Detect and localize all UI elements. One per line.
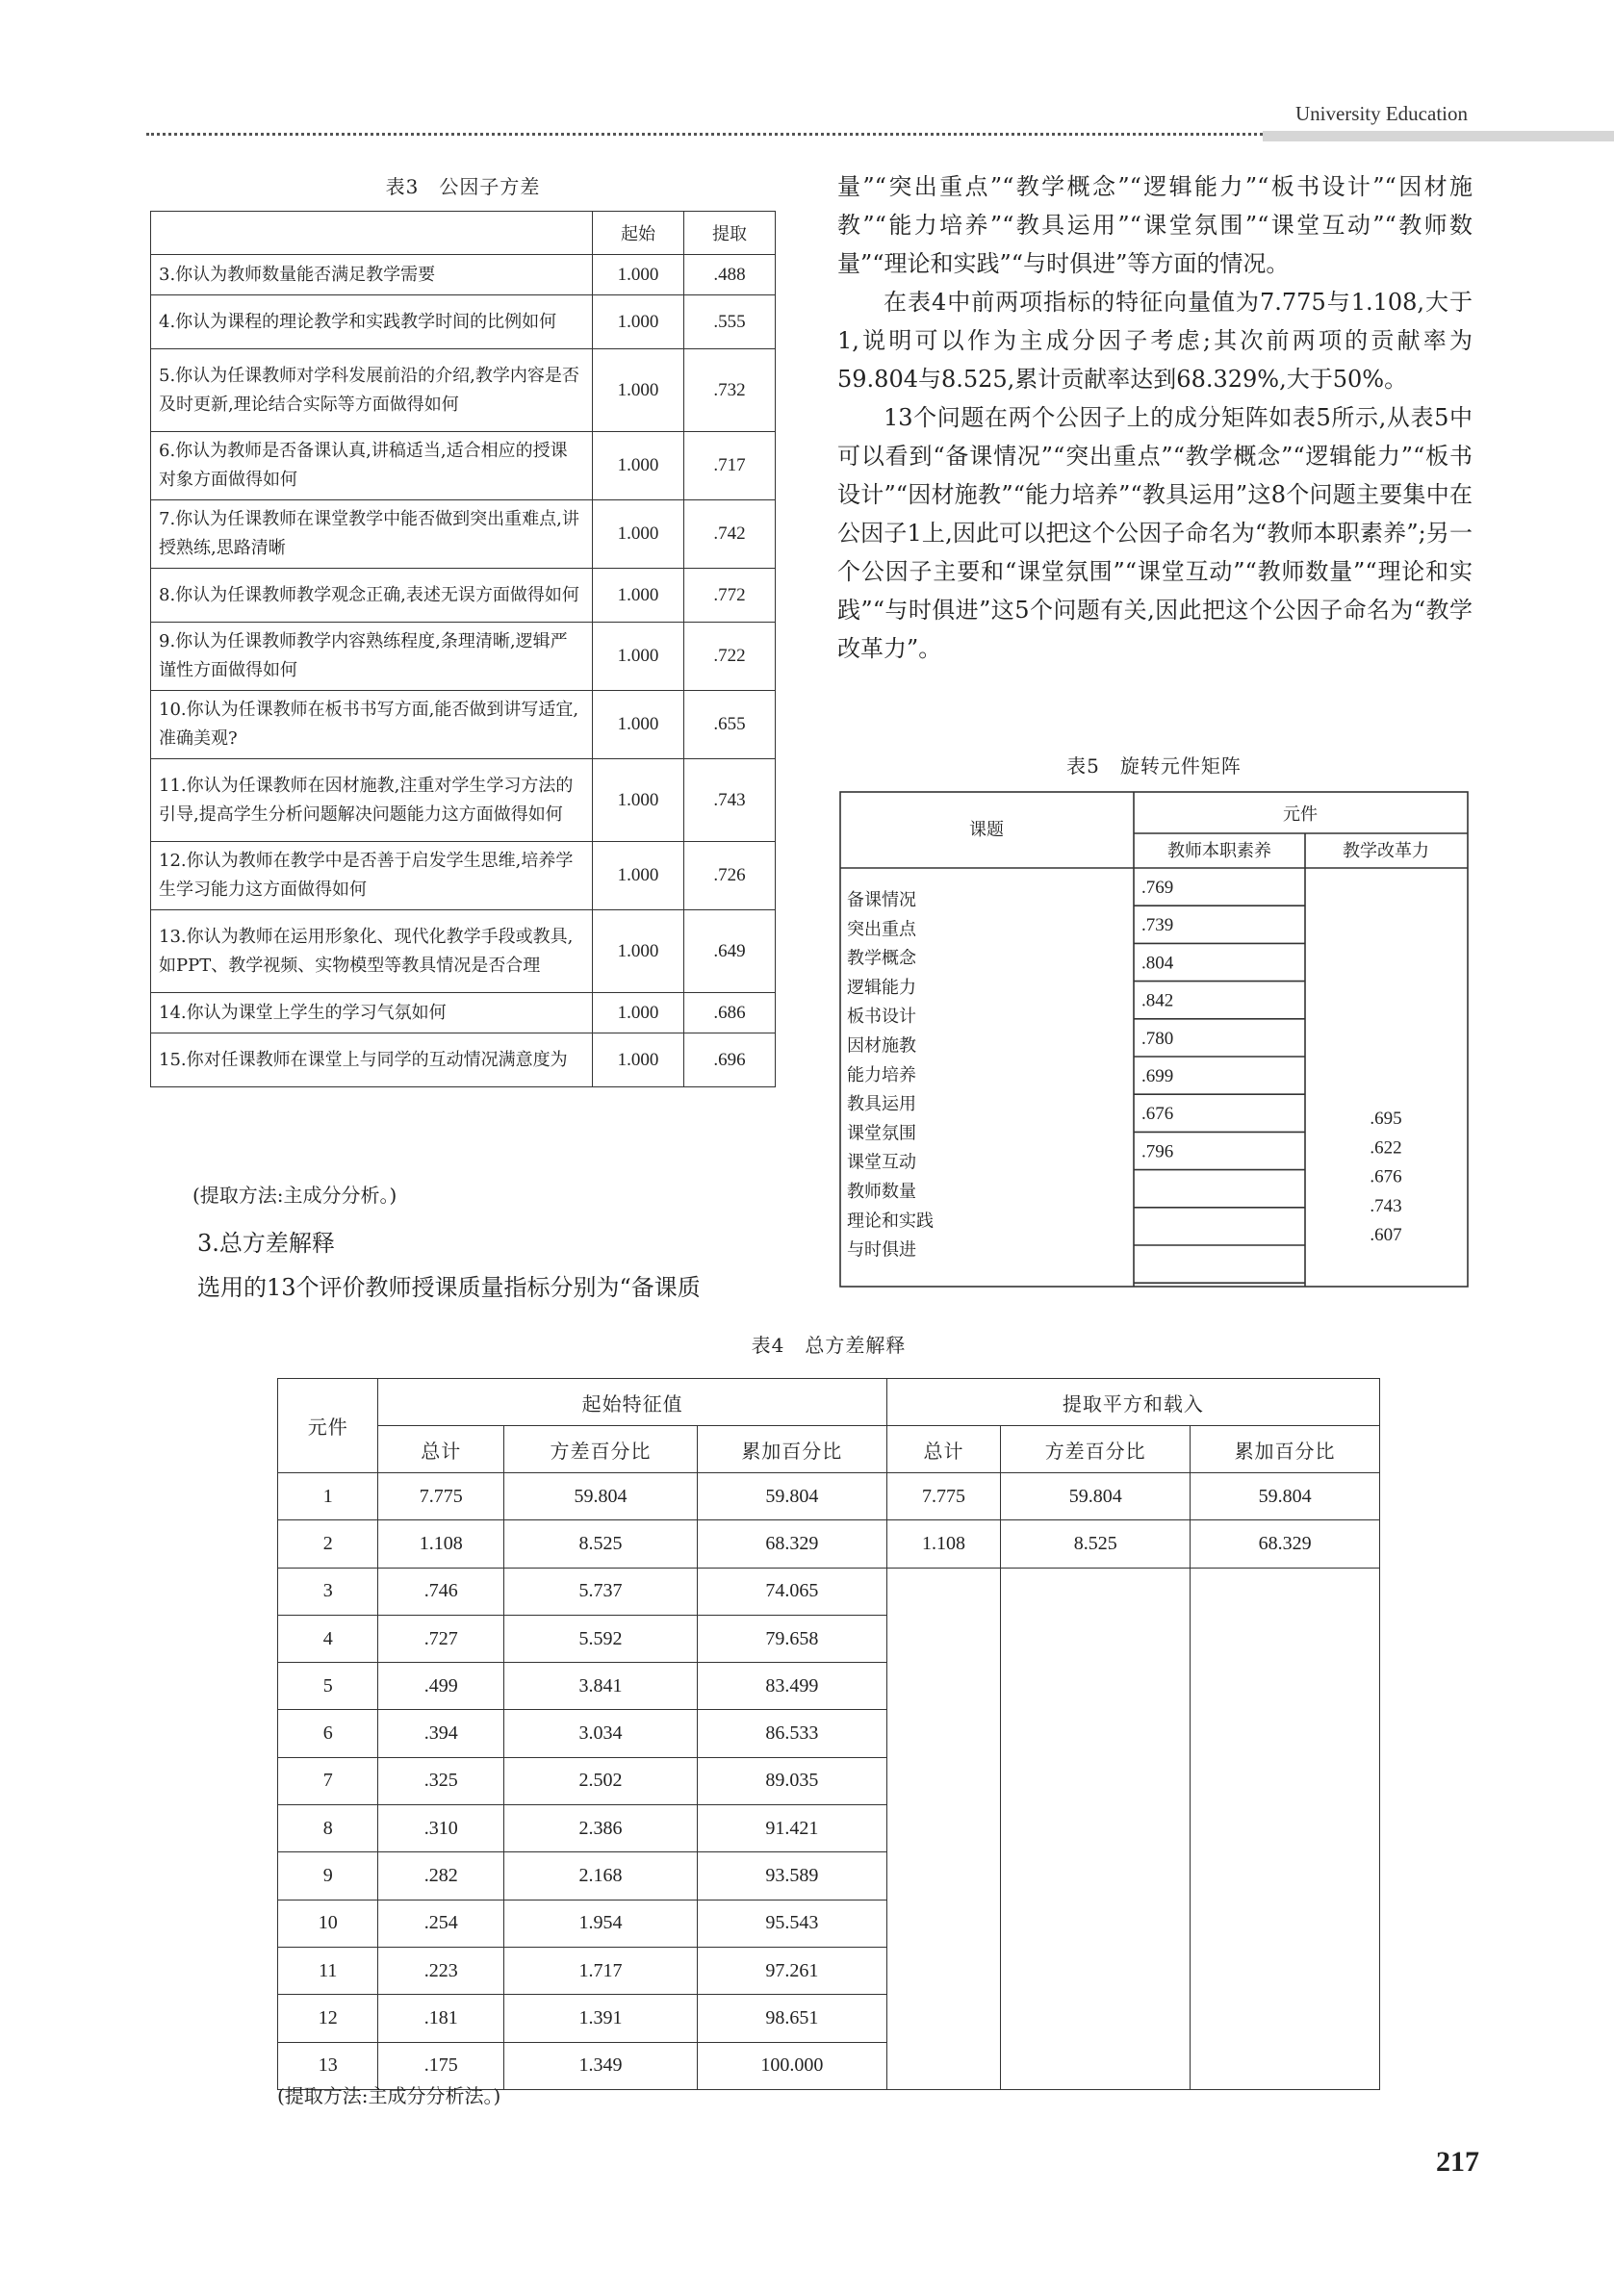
table3-initial-value: 1.000	[593, 349, 684, 432]
table5-header-factor1: 教师本职素养	[1167, 841, 1271, 861]
table4-header-cumulative-extract: 累加百分比	[1191, 1426, 1380, 1473]
table5-item-label: 课堂互动	[847, 1152, 916, 1173]
table4-cell	[1001, 1900, 1191, 1947]
table4-cell: .282	[378, 1852, 504, 1900]
table4-cell: .310	[378, 1805, 504, 1852]
right-paragraph-1: 量”“突出重点”“教学概念”“逻辑能力”“板书设计”“因材施教”“能力培养”“教具运用”“课堂氛围”“课堂互动”“教师数量”“理论和实践”“与时俱进”等方面的情况。	[837, 173, 1473, 277]
table4-row	[278, 1757, 1380, 1804]
table4-cell: 3	[278, 1568, 378, 1615]
table4-header-total-extract: 总计	[886, 1426, 1001, 1473]
table5-caption: 表5 旋转元件矩阵	[1066, 754, 1242, 778]
right-column-text	[837, 167, 1473, 668]
table3-initial-value: 1.000	[593, 623, 684, 691]
table5-header-component: 元件	[1283, 804, 1318, 825]
table5-header-topic: 课题	[969, 820, 1004, 840]
table4-cell: 2.502	[504, 1757, 698, 1804]
table3-row	[151, 349, 776, 432]
table4-header-variance-extract: 方差百分比	[1001, 1426, 1191, 1473]
table3-row	[151, 623, 776, 691]
table4-cell	[1001, 1615, 1191, 1662]
table4-cell: 8.525	[504, 1520, 698, 1568]
section-heading: 3.总方差解释	[197, 1230, 335, 1257]
table5-factor2-value: .622	[1370, 1137, 1402, 1159]
table3-note: (提取方法:主成分分析。)	[192, 1184, 397, 1207]
table4-cell	[1191, 2042, 1380, 2089]
table4-header-initial-group: 起始特征值	[378, 1379, 886, 1426]
table4-cell: 1.108	[886, 1520, 1001, 1568]
table4-cell: 98.651	[697, 1995, 886, 2042]
table4-row	[278, 1805, 1380, 1852]
table4-cell: 7	[278, 1757, 378, 1804]
table4-cell	[1001, 1663, 1191, 1710]
table4-cell: .727	[378, 1615, 504, 1662]
table3-row	[151, 500, 776, 569]
table3-row	[151, 993, 776, 1033]
table3-extract-value: .732	[684, 349, 776, 432]
table5-header-factor2: 教学改革力	[1343, 841, 1429, 861]
table5-item-label: 与时俱进	[847, 1239, 916, 1261]
table3-extract-value: .717	[684, 432, 776, 500]
table3-question: 3.你认为教师数量能否满足教学需要	[151, 255, 593, 295]
table3-header-extract: 提取	[684, 212, 776, 255]
table4-cell	[1191, 1805, 1380, 1852]
table4-cell: .254	[378, 1900, 504, 1947]
table4-row	[278, 1995, 1380, 2042]
table4-cell: 59.804	[697, 1473, 886, 1520]
table4-cell: 8.525	[1001, 1520, 1191, 1568]
table4-header-row-2	[278, 1426, 1380, 1473]
table4-row	[278, 1947, 1380, 1994]
table4-cell: .181	[378, 1995, 504, 2042]
table5-item-label: 教学概念	[847, 948, 916, 969]
table4-cell: 1	[278, 1473, 378, 1520]
table4-row	[278, 1710, 1380, 1757]
table4-cell: 5.592	[504, 1615, 698, 1662]
table4-cell: 1.108	[378, 1520, 504, 1568]
table3-initial-value: 1.000	[593, 993, 684, 1033]
table4-cell: 5.737	[504, 1568, 698, 1615]
table4-cell	[886, 1900, 1001, 1947]
table4-cell: 2	[278, 1520, 378, 1568]
table4-cell: 59.804	[1001, 1473, 1191, 1520]
table4-cell	[886, 1995, 1001, 2042]
table4-cell: 1.391	[504, 1995, 698, 2042]
table5-factor1-value: .769	[1141, 878, 1174, 898]
table4-cell	[1001, 1852, 1191, 1900]
table5-item-label: 理论和实践	[847, 1211, 934, 1232]
table3-header-blank	[151, 212, 593, 255]
table4-cell: 91.421	[697, 1805, 886, 1852]
table4-cell: .175	[378, 2042, 504, 2089]
table4-cell	[1001, 1805, 1191, 1852]
table5-factor1-value: .796	[1141, 1141, 1174, 1162]
table4-cell: 68.329	[1191, 1520, 1380, 1568]
table4-cell: 8	[278, 1805, 378, 1852]
table3-header-row	[151, 212, 776, 255]
table5-factor1-value: .842	[1141, 990, 1174, 1011]
table3-row	[151, 295, 776, 349]
table4-cell	[1191, 1663, 1380, 1710]
table4-cell: 2.168	[504, 1852, 698, 1900]
table3-question: 7.你认为任课教师在课堂教学中能否做到突出重难点,讲授熟练,思路清晰	[151, 500, 593, 569]
table4-cell	[1191, 1757, 1380, 1804]
table5-item-label: 逻辑能力	[847, 977, 916, 998]
table5-factor2-value: .695	[1370, 1109, 1402, 1129]
table3-question: 14.你认为课堂上学生的学习气氛如何	[151, 993, 593, 1033]
table4-cell	[886, 1757, 1001, 1804]
table3-initial-value: 1.000	[593, 569, 684, 623]
table3-extract-value: .649	[684, 910, 776, 993]
table4-row	[278, 1852, 1380, 1900]
left-paragraph: 选用的13个评价教师授课质量指标分别为“备课质	[197, 1274, 701, 1301]
table5-item-label: 教师数量	[847, 1182, 916, 1202]
table4-cell: 93.589	[697, 1852, 886, 1900]
table3-question: 12.你认为教师在教学中是否善于启发学生思维,培养学生学习能力这方面做得如何	[151, 842, 593, 910]
table3-extract-value: .488	[684, 255, 776, 295]
table3-extract-value: .743	[684, 759, 776, 842]
table3	[150, 211, 776, 1087]
table4-row	[278, 1900, 1380, 1947]
table4-cell	[1191, 1852, 1380, 1900]
table4-cell: 5	[278, 1663, 378, 1710]
table4-header-component: 元件	[278, 1379, 378, 1473]
table4-cell	[886, 1947, 1001, 1994]
table3-header-initial: 起始	[593, 212, 684, 255]
right-paragraph-2: 在表4中前两项指标的特征向量值为7.775与1.108,大于1,说明可以作为主成分因子考虑;其次前两项的贡献率为59.804与8.525,累计贡献率达到68.329%,大于50%。	[837, 289, 1473, 393]
table5-item-label: 能力培养	[847, 1064, 916, 1085]
table4-cell: 12	[278, 1995, 378, 2042]
table5-item-label: 板书设计	[847, 1007, 916, 1028]
table3-row	[151, 255, 776, 295]
table4-cell: 3.034	[504, 1710, 698, 1757]
table3-question: 8.你认为任课教师教学观念正确,表述无误方面做得如何	[151, 569, 593, 623]
table3-extract-value: .726	[684, 842, 776, 910]
table4-row	[278, 1520, 1380, 1568]
table4	[277, 1378, 1380, 2090]
table4-cell: 7.775	[378, 1473, 504, 1520]
table4-cell	[886, 1615, 1001, 1662]
table4-header-cumulative: 累加百分比	[697, 1426, 886, 1473]
table4-cell: 97.261	[697, 1947, 886, 1994]
table4-cell: 3.841	[504, 1663, 698, 1710]
table3-question: 5.你认为任课教师对学科发展前沿的介绍,教学内容是否及时更新,理论结合实际等方面做得如何	[151, 349, 593, 432]
table4-cell: 10	[278, 1900, 378, 1947]
table4-cell	[886, 1710, 1001, 1757]
table4-header-row-1	[278, 1379, 1380, 1426]
table4-cell: 13	[278, 2042, 378, 2089]
table4-cell: 11	[278, 1947, 378, 1994]
table5-factor2-value: .743	[1370, 1195, 1402, 1216]
table3-caption: 表3 公因子方差	[385, 175, 541, 198]
table4-cell: 100.000	[697, 2042, 886, 2089]
table5-factor1-value: .739	[1141, 915, 1174, 936]
table4-cell: 74.065	[697, 1568, 886, 1615]
table5-factor1-value: .699	[1141, 1066, 1174, 1086]
table3-extract-value: .722	[684, 623, 776, 691]
table4-cell	[1001, 1995, 1191, 2042]
right-paragraph-3: 13个问题在两个公因子上的成分矩阵如表5所示,从表5中可以看到“备课情况”“突出重点”“教学概念”“逻辑能力”“板书设计”“因材施教”“能力培养”“教具运用”这8个问题主要集中在公因子1上,因此可以把这个公因子命名为“教师本职素养”;另一个公因子主要和“课堂氛围”“课堂互动”“教师数量”“理论和实践”“与时俱进”这5个问题有关,因此把这个公因子命名为“教学改革力”。	[837, 404, 1473, 662]
table3-row	[151, 432, 776, 500]
table3-row	[151, 910, 776, 993]
table3-initial-value: 1.000	[593, 691, 684, 759]
table4-cell: 4	[278, 1615, 378, 1662]
table3-initial-value: 1.000	[593, 500, 684, 569]
table3-initial-value: 1.000	[593, 910, 684, 993]
table3-question: 13.你认为教师在运用形象化、现代化教学手段或教具,如PPT、教学视频、实物模型等教具情况是否合理	[151, 910, 593, 993]
table4-cell: 86.533	[697, 1710, 886, 1757]
table5	[839, 791, 1469, 1288]
table5-factor2-value: .607	[1370, 1225, 1402, 1246]
table4-cell	[1001, 2042, 1191, 2089]
table4-cell: 59.804	[504, 1473, 698, 1520]
table3-question: 10.你认为任课教师在板书书写方面,能否做到讲写适宜,准确美观?	[151, 691, 593, 759]
table3-initial-value: 1.000	[593, 295, 684, 349]
table4-cell: .746	[378, 1568, 504, 1615]
table4-cell: .499	[378, 1663, 504, 1710]
table4-cell	[1191, 1947, 1380, 1994]
table5-factor1-value: .804	[1141, 953, 1174, 974]
table3-row	[151, 842, 776, 910]
table4-row	[278, 1663, 1380, 1710]
table4-cell: 83.499	[697, 1663, 886, 1710]
table3-extract-value: .555	[684, 295, 776, 349]
table4-cell: 1.349	[504, 2042, 698, 2089]
table4-cell: 7.775	[886, 1473, 1001, 1520]
table4-cell	[1191, 1710, 1380, 1757]
table4-cell: 1.717	[504, 1947, 698, 1994]
table3-question: 6.你认为教师是否备课认真,讲稿适当,适合相应的授课对象方面做得如何	[151, 432, 593, 500]
page-number: 217	[1436, 2146, 1479, 2178]
table4-cell	[1191, 1615, 1380, 1662]
header-gray-bar	[1263, 131, 1614, 141]
table5-factor2-value: .676	[1370, 1166, 1402, 1187]
table4-cell	[1191, 1900, 1380, 1947]
table4-cell	[1191, 1568, 1380, 1615]
table4-cell: 59.804	[1191, 1473, 1380, 1520]
table3-question: 9.你认为任课教师教学内容熟练程度,条理清晰,逻辑严谨性方面做得如何	[151, 623, 593, 691]
table4-cell: 68.329	[697, 1520, 886, 1568]
table4-caption: 表4 总方差解释	[751, 1334, 907, 1357]
table5-item-label: 因材施教	[847, 1035, 916, 1057]
table3-extract-value: .696	[684, 1033, 776, 1087]
table4-cell: 1.954	[504, 1900, 698, 1947]
table4-header-extract-group: 提取平方和载入	[886, 1379, 1379, 1426]
table3-row	[151, 759, 776, 842]
table3-initial-value: 1.000	[593, 759, 684, 842]
table4-cell	[1001, 1947, 1191, 1994]
table4-row	[278, 1473, 1380, 1520]
table4-note: (提取方法:主成分分析法。)	[277, 2084, 501, 2107]
table4-cell	[886, 1663, 1001, 1710]
table5-item-label: 课堂氛围	[847, 1123, 916, 1144]
table5-item-label: 教具运用	[847, 1094, 916, 1115]
table4-cell	[1001, 1710, 1191, 1757]
table4-cell: .223	[378, 1947, 504, 1994]
table3-question: 11.你认为任课教师在因材施教,注重对学生学习方法的引导,提高学生分析问题解决问题能力这方面做得如何	[151, 759, 593, 842]
table3-question: 15.你对任课教师在课堂上与同学的互动情况满意度为	[151, 1033, 593, 1087]
table3-row	[151, 691, 776, 759]
table4-row	[278, 1568, 1380, 1615]
table4-cell	[886, 1852, 1001, 1900]
table4-cell	[886, 2042, 1001, 2089]
table5-factor1-value: .676	[1141, 1104, 1174, 1125]
table4-cell: .394	[378, 1710, 504, 1757]
table4-cell: 9	[278, 1852, 378, 1900]
table4-cell	[1001, 1757, 1191, 1804]
table4-cell: 6	[278, 1710, 378, 1757]
table3-initial-value: 1.000	[593, 432, 684, 500]
table3-extract-value: .742	[684, 500, 776, 569]
table4-row	[278, 1615, 1380, 1662]
table4-cell	[1001, 1568, 1191, 1615]
table3-initial-value: 1.000	[593, 255, 684, 295]
table3-initial-value: 1.000	[593, 1033, 684, 1087]
table4-cell	[886, 1805, 1001, 1852]
table4-cell	[1191, 1995, 1380, 2042]
table4-header-variance: 方差百分比	[504, 1426, 698, 1473]
table5-factor1-value: .780	[1141, 1028, 1174, 1049]
table3-question: 4.你认为课程的理论教学和实践教学时间的比例如何	[151, 295, 593, 349]
table4-cell	[886, 1568, 1001, 1615]
header-dotted-rule	[146, 133, 1263, 136]
journal-name: University Education	[1294, 102, 1468, 125]
table5-item-label: 备课情况	[847, 890, 916, 910]
table3-extract-value: .686	[684, 993, 776, 1033]
table3-extract-value: .655	[684, 691, 776, 759]
table4-cell: 2.386	[504, 1805, 698, 1852]
table4-cell: .325	[378, 1757, 504, 1804]
table5-item-label: 突出重点	[847, 919, 916, 940]
table4-cell: 79.658	[697, 1615, 886, 1662]
table3-extract-value: .772	[684, 569, 776, 623]
table4-cell: 95.543	[697, 1900, 886, 1947]
table3-initial-value: 1.000	[593, 842, 684, 910]
table4-header-total: 总计	[378, 1426, 504, 1473]
table4-cell: 89.035	[697, 1757, 886, 1804]
table3-row	[151, 569, 776, 623]
table3-row	[151, 1033, 776, 1087]
